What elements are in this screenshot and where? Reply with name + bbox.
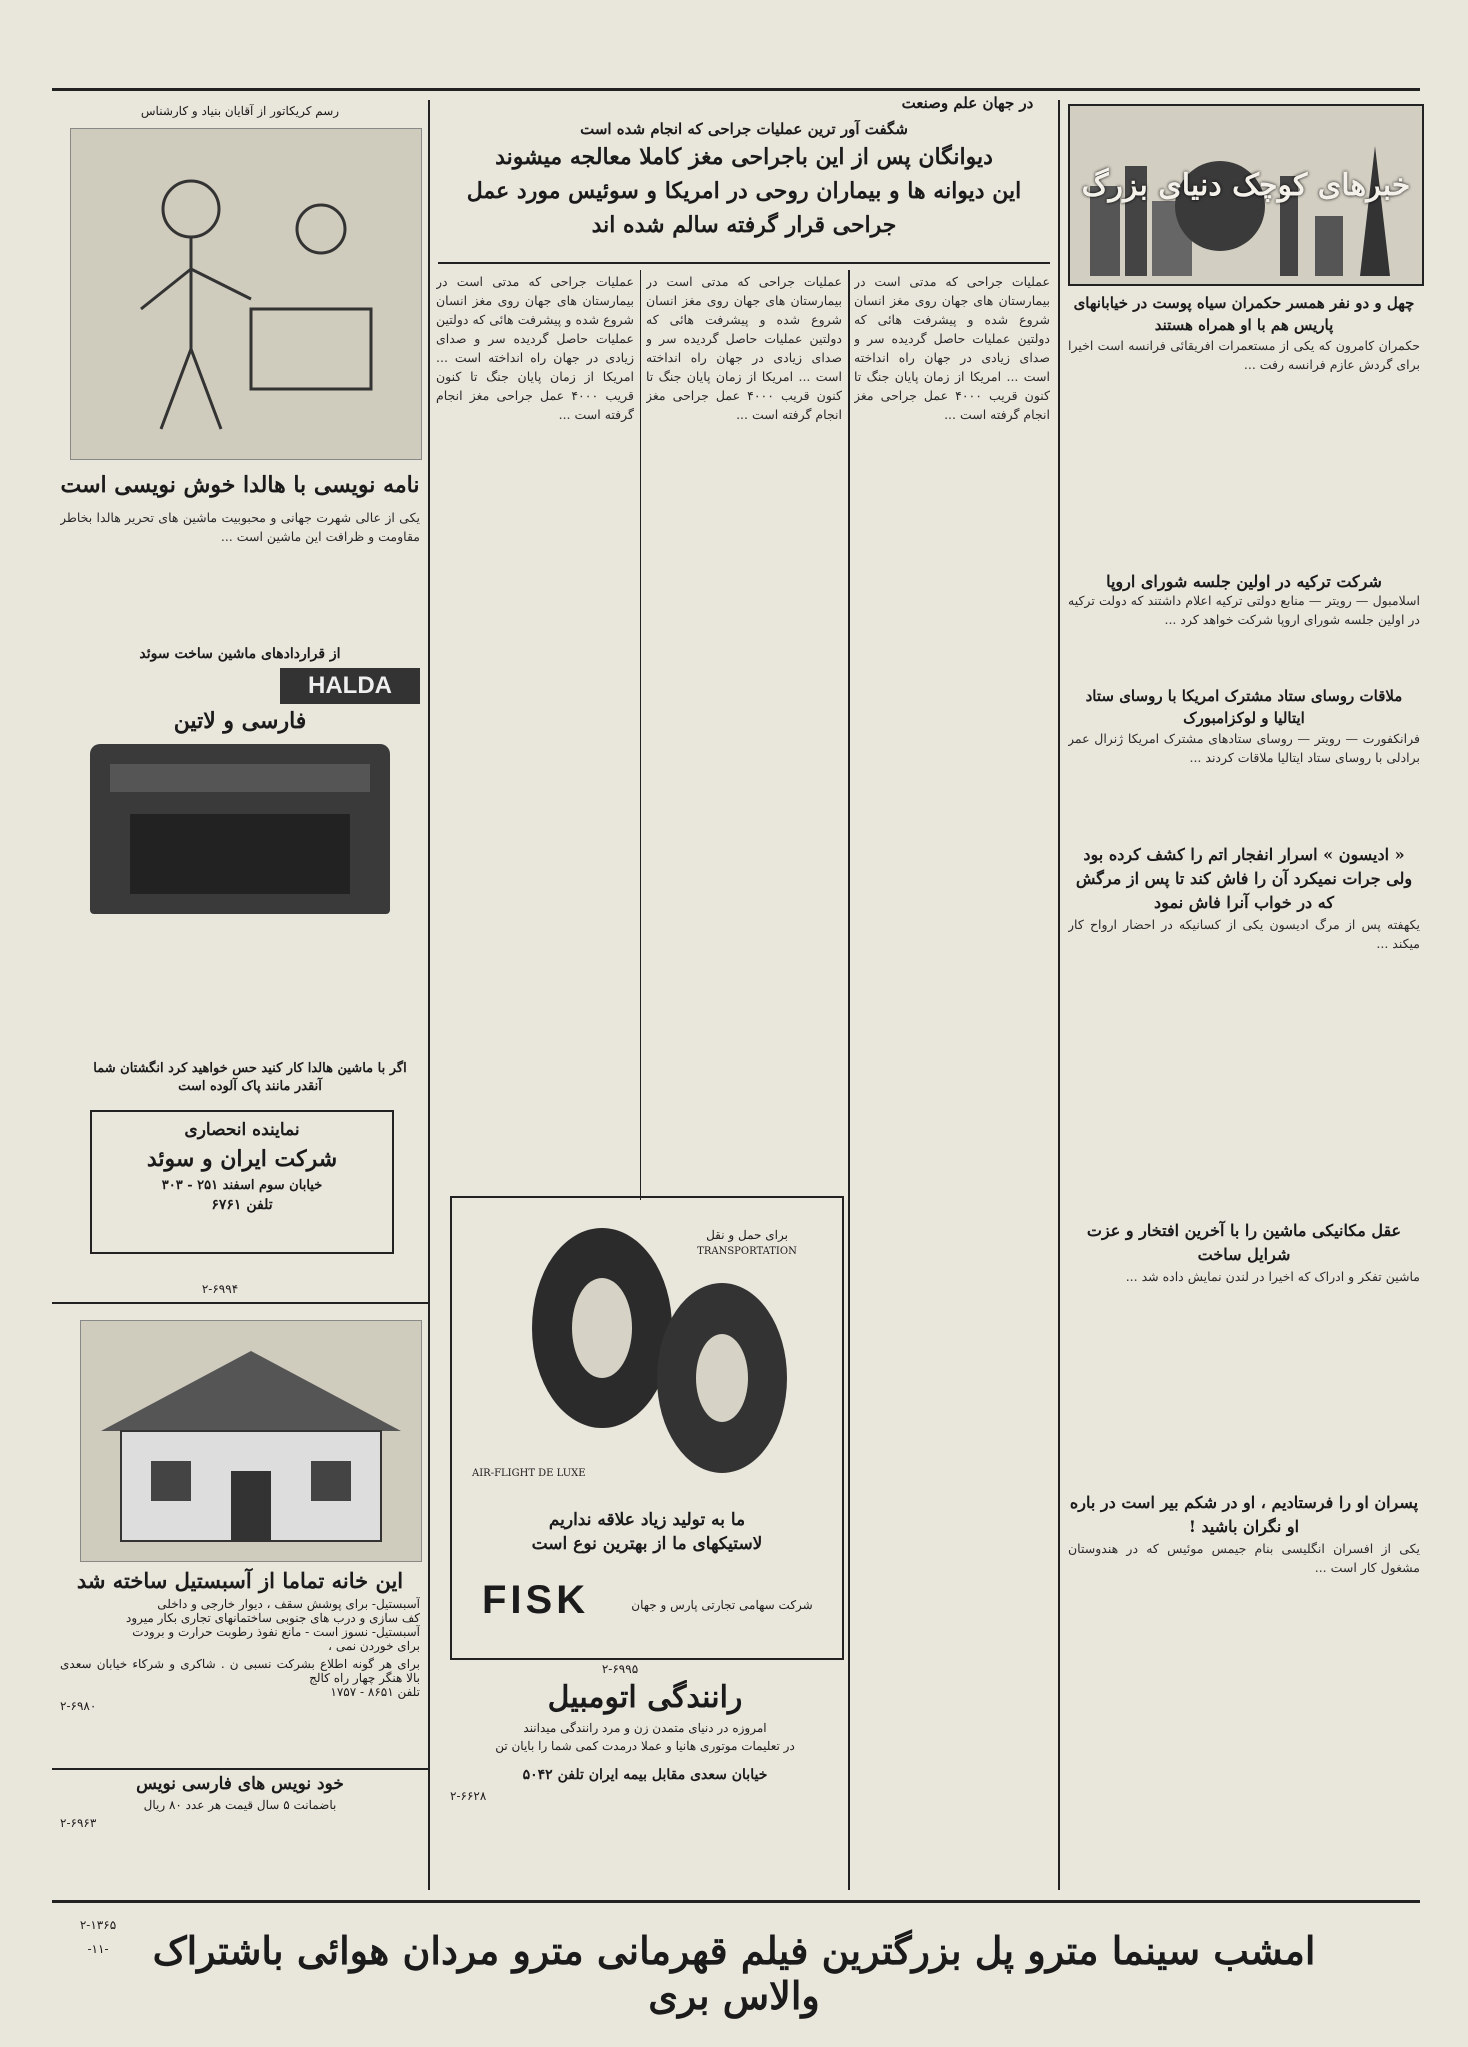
- pen-text: باضمانت ۵ سال قیمت هر عدد ۸۰ ریال: [143, 1798, 337, 1812]
- asb-line4: برای خوردن نمی ،: [328, 1639, 420, 1653]
- col-sep-center: [848, 270, 850, 1890]
- dealer-name: شرکت ایران و سوئد: [146, 1146, 338, 1172]
- driving-title: رانندگی اتومبیل: [547, 1680, 743, 1715]
- halda-title: نامه نویسی با هالدا خوش نویسی است: [60, 472, 420, 498]
- fisk-logo: FISK: [482, 1578, 590, 1622]
- cartoon-image: [70, 128, 422, 460]
- driving-text: امروزه در دنیای متمدن زن و مرد رانندگی میدانند: [523, 1721, 767, 1735]
- halda-sub: از قراردادهای ماشین ساخت سوئد: [139, 646, 341, 662]
- story1-title: چهل و دو نفر همسر حکمران سیاه پوست در خیابانهای پاریس هم با او همراه هستند: [1073, 294, 1415, 334]
- headline-rule: [438, 262, 1050, 264]
- pen-ref: ۲-۶۹۶۳: [60, 1816, 97, 1830]
- tire-label2: TRANSPORTATION: [697, 1246, 797, 1257]
- story6-text: یکی از افسران انگلیسی بنام جیمس موئیس که در هندوستان مشغول کار است ...: [1068, 1541, 1420, 1575]
- fisk-slogan: ما به تولید زیاد علاقه نداریم: [548, 1510, 746, 1530]
- tire-label3: AIR-FLIGHT DE LUXE: [472, 1468, 586, 1479]
- house-image: [80, 1320, 422, 1562]
- dealer-address: خیابان سوم اسفند ۲۵۱ - ۳۰۳: [161, 1178, 323, 1193]
- asb-contact: برای هر گونه اطلاع بشرکت نسبی ن . شاکری و شرکاء خیابان سعدی بالا هنگر چهار راه کالج: [60, 1657, 420, 1685]
- fisk-slogan2: لاستیکهای ما از بهترین نوع است: [531, 1534, 763, 1554]
- halda-text: یکی از عالی شهرت جهانی و محبوبیت ماشین های تحریر هالدا بخاطر مقاومت و ظرافت این ماشین است ...: [60, 510, 420, 544]
- asb-line1: آسبستیل- برای پوشش سقف ، دیوار خارجی و داخلی: [157, 1597, 420, 1611]
- fisk-ad: [450, 1196, 844, 1660]
- center-col-left: عملیات جراحی که مدتی است در بیمارستان های جهان روی مغز انسان شروع شده و پیشرفت هائی که دولتین عملیات حاصل گردیده سر و صدای زیادی در جهان راه انداخته است ... امریکا از زمان پایان جنگ تا کنون قریب ۴۰۰۰ عمل جراحی مغز انجام گرفته است ...: [436, 274, 634, 422]
- center-headline3: جراحی قرار گرفته سالم شده اند: [591, 212, 897, 238]
- asbestil-ad: [60, 1568, 420, 1758]
- center-col-middle: عملیات جراحی که مدتی است در بیمارستان های جهان روی مغز انسان شروع شده و پیشرفت هائی که دولتین عملیات حاصل گردیده سر و صدای زیادی در جهان راه انداخته است ... امریکا از زمان پایان جنگ تا کنون قریب ۴۰۰۰ عمل جراحی مغز انجام گرفته است ...: [646, 274, 842, 422]
- column-logo-box: [1068, 104, 1424, 286]
- col-sep-right: [1058, 100, 1060, 1890]
- dealer-label: نماینده انحصاری: [184, 1120, 300, 1140]
- asb-phone: تلفن ۸۶۵۱ - ۱۷۵۷: [330, 1685, 420, 1699]
- typewriter-icon: [90, 744, 390, 914]
- center-col-right: عملیات جراحی که مدتی است در بیمارستان های جهان روی مغز انسان شروع شده و پیشرفت هائی که دولتین عملیات حاصل گردیده سر و صدای زیادی در جهان راه انداخته است ... امریکا از زمان پایان جنگ تا کنون قریب ۴۰۰۰ عمل جراحی مغز انجام گرفته است ...: [854, 274, 1050, 422]
- dealer-box: [90, 1110, 394, 1254]
- story3-title: ملاقات روسای ستاد مشترک امریکا با روسای ستاد ایتالیا و لوکزامبورک: [1085, 687, 1403, 727]
- center-headline2: این دیوانه ها و بیماران روحی در امریکا و سوئیس مورد عمل: [466, 178, 1022, 204]
- asb-line2: کف سازی و درب های جنوبی ساختمانهای تجاری بکار میرود: [126, 1611, 420, 1625]
- section-label: در جهان علم وصنعت: [901, 94, 1034, 112]
- pen-title: خود نویس های فارسی نویس: [136, 1774, 344, 1794]
- center-headline1: دیوانگان پس از این باجراحی مغز کاملا معالجه میشوند: [495, 144, 993, 170]
- story2-text: اسلامبول — رویتر — منابع دولتی ترکیه اعلام داشتند که دولت ترکیه در اولین جلسه شورای اروپا شرکت خواهد کرد ...: [1068, 593, 1420, 627]
- col-sep-center2: [640, 270, 641, 1200]
- story4-text: یکهفته پس از مرگ ادیسون یکی از کسانیکه در احضار ارواح کار میکند ...: [1068, 917, 1420, 951]
- pen-ad-rule: [52, 1768, 428, 1770]
- cartoon-figures-icon: [71, 129, 421, 459]
- fisk-dealer: شرکت سهامی تجارتی پارس و جهان: [631, 1598, 813, 1612]
- story5-title: عقل مکانیکی ماشین را با آخرین افتخار و عزت شرایل ساخت: [1086, 1221, 1402, 1264]
- typewriter-image: [90, 744, 390, 914]
- cinema-banner: امشب سینما مترو پل بزرگترین فیلم قهرمانی مترو مردان هوائی باشتراک والاس بری: [152, 1928, 1316, 2018]
- right-column: [1068, 292, 1420, 1892]
- col-sep-left: [428, 100, 430, 1890]
- halda-ad: [60, 468, 420, 1028]
- footer-ref: ۲-۱۳۶۵: [79, 1918, 117, 1932]
- halda-logo: HALDA: [280, 668, 420, 704]
- dealer-phone: تلفن ۶۷۶۱: [211, 1197, 273, 1213]
- tire-label1: برای حمل و نقل: [706, 1228, 788, 1242]
- driving-ad: [450, 1680, 840, 1880]
- driving-address: خیابان سعدی مقابل بیمه ایران تلفن ۵۰۴۲: [522, 1767, 768, 1783]
- dealer-ref: ۲-۶۹۹۴: [201, 1282, 239, 1296]
- house-title: این خانه تماما از آسبستیل ساخته شد: [76, 1568, 404, 1593]
- pen-ad: [60, 1774, 420, 1884]
- fisk-ref: ۲-۶۹۹۵: [601, 1662, 639, 1676]
- bottom-rule: [52, 1900, 1420, 1903]
- story1-text: حکمران کامرون که یکی از مستعمرات افریقائی فرانسه است اخیرا برای گردش عازم فرانسه رفت ...: [1068, 338, 1420, 372]
- asb-line3: آسبستیل- نسوز است - مانع نفوذ رطوبت حرارت و برودت: [132, 1625, 420, 1639]
- house-icon: [81, 1321, 421, 1561]
- left-ad-rule: [52, 1302, 428, 1304]
- cartoon-signature: رسم کریکاتور از آقایان بنیاد و کارشناس: [140, 104, 340, 118]
- story4-title: « ادیسون » اسرار انفجار اتم را کشف کرده بود ولی جرات نمیکرد آن را فاش کند تا پس از مرگش که در خواب آنرا فاش نمود: [1075, 845, 1413, 912]
- driving-ref: ۲-۶۶۲۸: [450, 1789, 487, 1803]
- page-number: -۱۱-: [87, 1942, 109, 1956]
- top-rule: [52, 88, 1420, 91]
- driving-text2: در تعلیمات موتوری هانیا و عملا درمدت کمی شما را بایان تن: [495, 1739, 795, 1753]
- halda-footer: اگر با ماشین هالدا کار کنید حس خواهید کرد انگشتان شما آنقدر مانند پاک آلوده است: [93, 1061, 407, 1094]
- story5-text: ماشین تفکر و ادراک که اخیرا در لندن نمایش داده شد ...: [1125, 1269, 1420, 1284]
- persian-latin: فارسی و لاتین: [173, 708, 307, 734]
- column-logo-text: خبرهای کوچک دنیای بزرگ: [1081, 168, 1411, 203]
- center-kicker: شگفت آور ترین عملیات جراحی که انجام شده است: [580, 120, 908, 138]
- story6-title: پسران او را فرستادیم ، او در شکم بیر است در باره او نگران باشید !: [1069, 1493, 1419, 1536]
- story2-title: شرکت ترکیه در اولین جلسه شورای اروپا: [1106, 572, 1382, 591]
- center-headline: [438, 120, 1050, 238]
- story3-text: فرانکفورت — رویتر — روسای ستادهای مشترک امریکا ژنرال عمر برادلی با روسای ستاد ایتالیا ملاقات کردند ...: [1068, 731, 1420, 765]
- asb-ref: ۲-۶۹۸۰: [60, 1699, 97, 1713]
